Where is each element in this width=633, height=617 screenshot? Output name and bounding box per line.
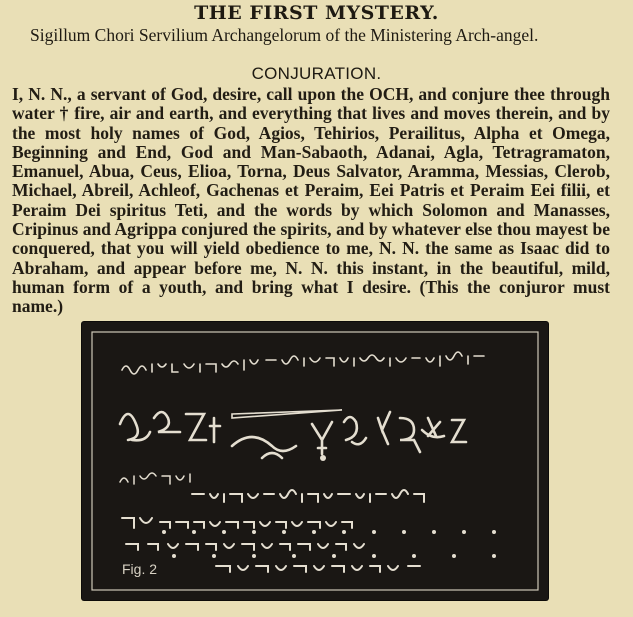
section-heading: CONJURATION. <box>251 64 382 83</box>
seal-script-row-1 <box>122 352 484 374</box>
figure-label: Fig. 2 <box>122 561 158 577</box>
seal-figure <box>82 322 548 600</box>
seal-symbols-row <box>120 410 466 461</box>
seal-inner-border <box>92 332 538 590</box>
seal-script-row-2 <box>120 473 190 484</box>
page-title: THE FIRST MYSTERY. <box>194 2 439 24</box>
conjuration-text: I, N. N., a servant of God, desire, call upon the OCH, and conjure thee through water † fire, air and earth, and everything that lives and moves therein, and by the most holy names of God, Agios, Tehirios, Perailitus, Alpha et Omega, Beginning and End, God and Man-Sabaoth, Adanai, Agla, Tetragramaton, Emanuel, Abua, Ceus, Elioa, Torna, Deus Salvator, Aramma, Messias, Clerob, Michael, Abreil, Achleof, Gachenas et Peraim, Eei Patris et Peraim Eei filii, et Peraim Dei spiritus Teti, and the words by which Solomon and Manasses, Cripinus and Agrippa conjured the spirits, and by whatever else thou mayest be conquered, that you will yield obedience to me, N. N. the same as Isaac did to Abraham, and appear before me, N. N. this instant, in the beautiful, mild, human form of a youth, and bring what I desire. (This the conjuror must name.) <box>12 84 610 317</box>
seal-script-lines <box>122 490 424 572</box>
seal-engraving <box>82 322 548 600</box>
seal-subtitle: Sigillum Chori Servilium Archangelorum of the Ministering Arch-angel. <box>30 25 539 45</box>
